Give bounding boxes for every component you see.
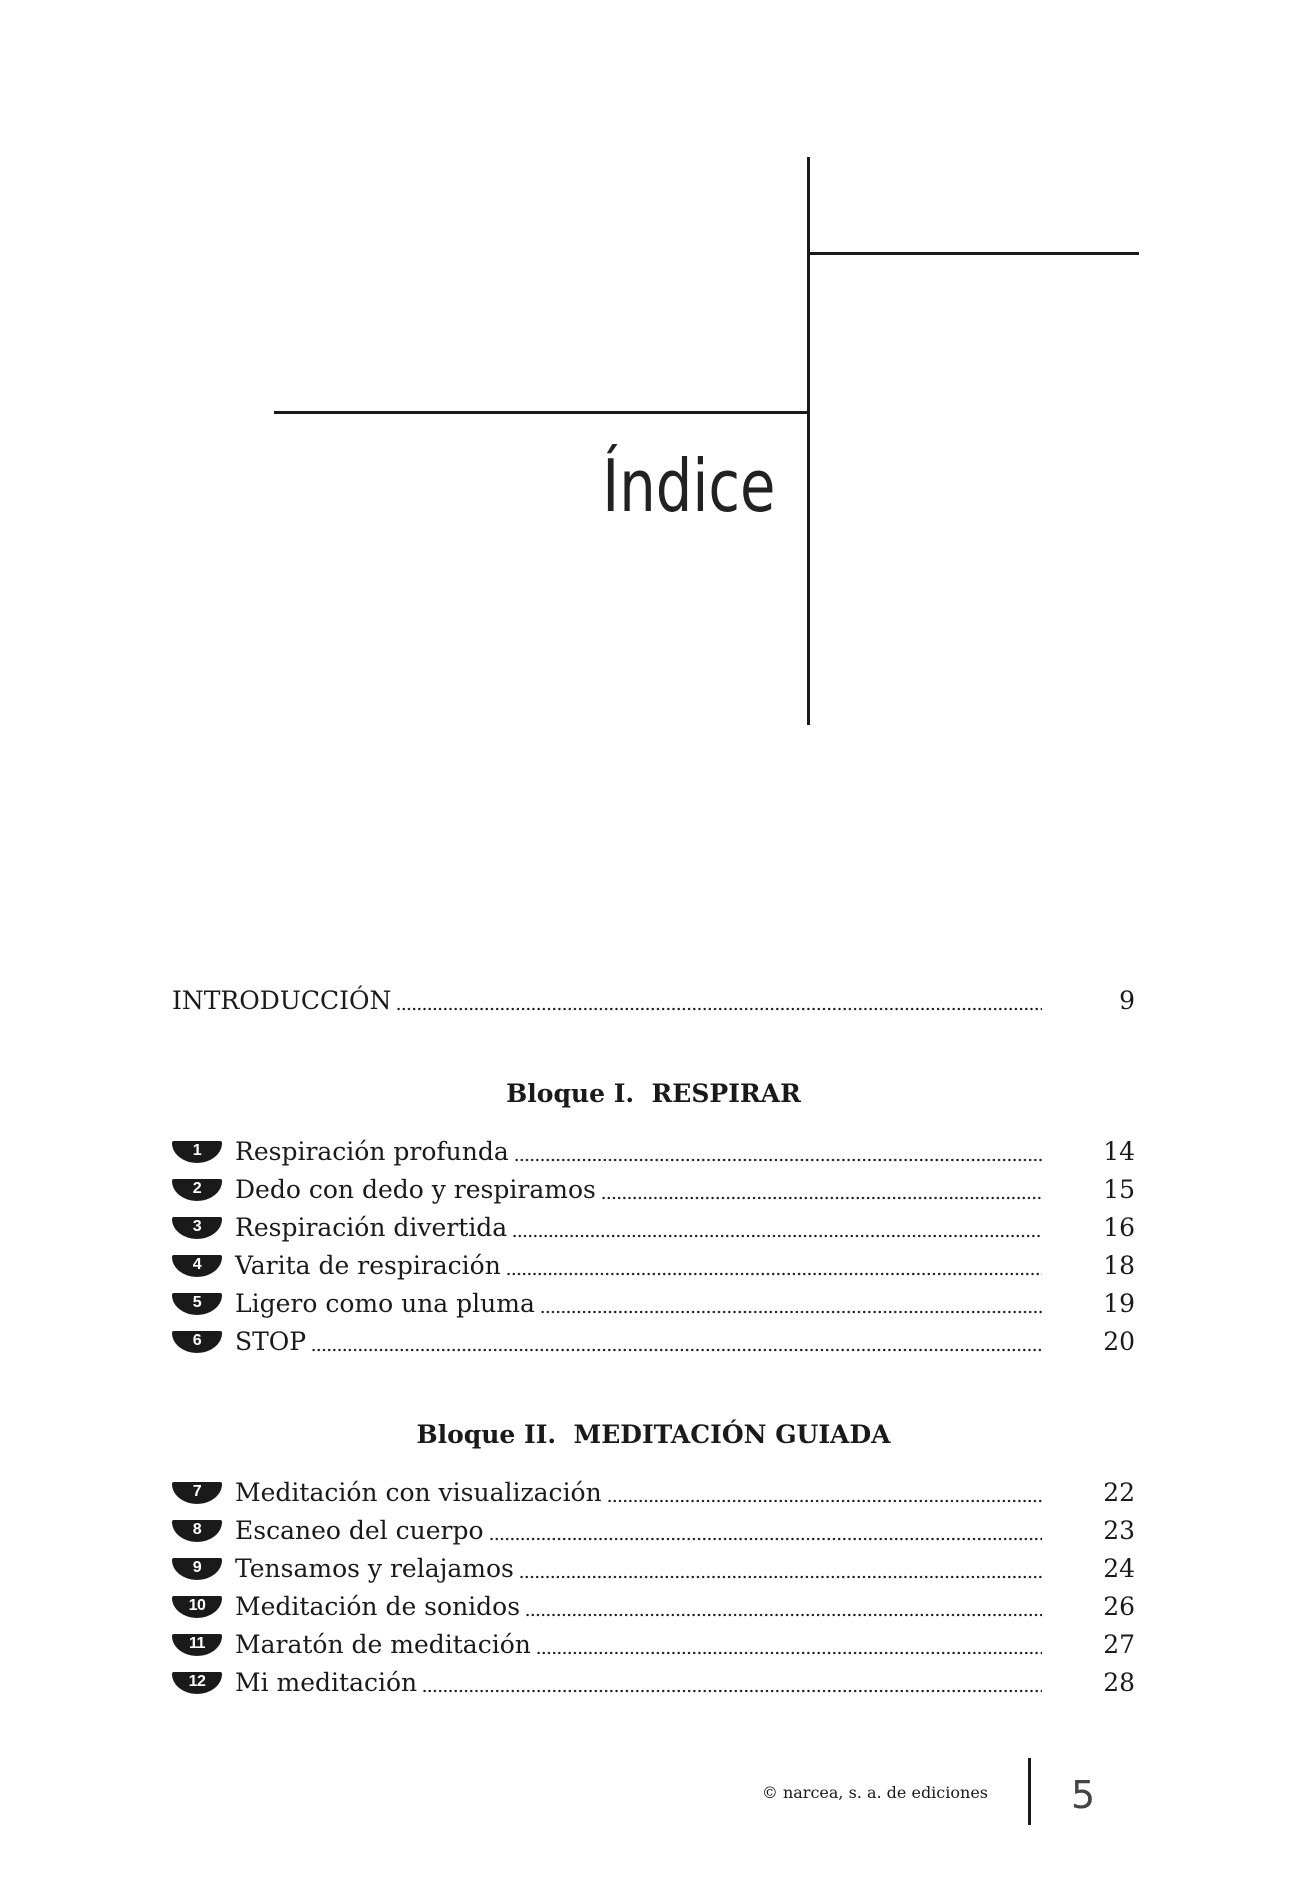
entry-title: Meditación de sonidos xyxy=(235,1592,521,1621)
entry-page-number: 9 xyxy=(1119,986,1135,1015)
entry-number-badge xyxy=(172,1331,222,1353)
entry-title: INTRODUCCIÓN xyxy=(172,986,392,1015)
entry-number: 1 xyxy=(192,1142,202,1159)
entry-page-number: 16 xyxy=(1103,1213,1135,1242)
entry-number: 2 xyxy=(192,1180,202,1197)
entry-title: Tensamos y relajamos xyxy=(235,1554,514,1583)
entry-number: 12 xyxy=(188,1673,206,1690)
entry-page-number: 27 xyxy=(1103,1630,1135,1659)
entry-number: 6 xyxy=(192,1332,202,1349)
dot-leader xyxy=(422,1664,1042,1702)
toc-entry xyxy=(172,1285,1135,1323)
toc-entry xyxy=(172,1209,1135,1247)
entry-number-badge xyxy=(172,1293,222,1315)
toc-entry xyxy=(172,1247,1135,1285)
dot-leader xyxy=(489,1512,1042,1550)
entry-number-badge xyxy=(172,1482,222,1504)
toc-entry xyxy=(172,1664,1135,1702)
dot-leader xyxy=(396,982,1042,1020)
entry-page-number: 26 xyxy=(1103,1592,1135,1621)
section-heading: Bloque II. MEDITACIÓN GUIADA xyxy=(416,1420,891,1449)
entry-page-number: 24 xyxy=(1103,1554,1135,1583)
toc-entry xyxy=(172,1512,1135,1550)
entry-number-badge xyxy=(172,1179,222,1201)
entry-page-number: 23 xyxy=(1103,1516,1135,1545)
dot-leader xyxy=(506,1247,1042,1285)
entry-title: Varita de respiración xyxy=(235,1251,501,1280)
entry-title: STOP xyxy=(235,1327,307,1356)
entry-number: 7 xyxy=(192,1483,202,1500)
section-heading: Bloque I. RESPIRAR xyxy=(506,1079,801,1108)
entry-title: Escaneo del cuerpo xyxy=(235,1516,484,1545)
entry-number: 8 xyxy=(192,1521,202,1538)
dot-leader xyxy=(311,1323,1042,1361)
dot-leader xyxy=(607,1474,1042,1512)
entry-page-number: 28 xyxy=(1103,1668,1135,1697)
entry-number: 9 xyxy=(192,1559,202,1576)
entry-number: 3 xyxy=(192,1218,202,1235)
dot-leader xyxy=(540,1285,1042,1323)
entry-title: Ligero como una pluma xyxy=(235,1289,535,1318)
dot-leader xyxy=(512,1209,1042,1247)
entry-title: Maratón de meditación xyxy=(235,1630,531,1659)
entry-page-number: 14 xyxy=(1103,1137,1135,1166)
dot-leader xyxy=(601,1171,1042,1209)
page-title: Índice xyxy=(601,444,775,528)
entry-number: 5 xyxy=(192,1294,202,1311)
page-number: 5 xyxy=(1071,1773,1096,1817)
decorative-vertical-rule xyxy=(807,157,810,725)
dot-leader xyxy=(519,1550,1042,1588)
entry-title: Dedo con dedo y respiramos xyxy=(235,1175,596,1204)
decorative-top-right-rule xyxy=(807,252,1139,255)
entry-number-badge xyxy=(172,1255,222,1277)
dot-leader xyxy=(514,1133,1042,1171)
toc-entry xyxy=(172,1171,1135,1209)
toc-entry-introduction xyxy=(172,982,1135,1020)
dot-leader xyxy=(536,1626,1042,1664)
dot-leader xyxy=(525,1588,1042,1626)
entry-number-badge xyxy=(172,1141,222,1163)
toc-entry xyxy=(172,1323,1135,1361)
footer-divider xyxy=(1028,1758,1031,1825)
toc-entry xyxy=(172,1588,1135,1626)
entry-number-badge xyxy=(172,1672,222,1694)
toc-entry xyxy=(172,1550,1135,1588)
entry-page-number: 15 xyxy=(1103,1175,1135,1204)
entry-number-badge xyxy=(172,1520,222,1542)
table-of-contents xyxy=(172,982,1135,1702)
entry-title: Mi meditación xyxy=(235,1668,418,1697)
entry-page-number: 20 xyxy=(1103,1327,1135,1356)
entry-number-badge xyxy=(172,1217,222,1239)
toc-entry xyxy=(172,1474,1135,1512)
entry-number-badge xyxy=(172,1634,222,1656)
entry-number-badge xyxy=(172,1596,222,1618)
entry-number: 10 xyxy=(188,1597,206,1614)
entry-title: Respiración profunda xyxy=(235,1137,509,1166)
entry-title: Meditación con visualización xyxy=(235,1478,602,1507)
entry-number-badge xyxy=(172,1558,222,1580)
entry-page-number: 22 xyxy=(1103,1478,1135,1507)
publisher-credit: © narcea, s. a. de ediciones xyxy=(761,1783,988,1802)
decorative-left-rule xyxy=(274,411,810,414)
entry-page-number: 18 xyxy=(1103,1251,1135,1280)
entry-number: 4 xyxy=(192,1256,202,1273)
entry-title: Respiración divertida xyxy=(235,1213,508,1242)
entry-page-number: 19 xyxy=(1103,1289,1135,1318)
toc-entry xyxy=(172,1626,1135,1664)
entry-number: 11 xyxy=(189,1635,205,1652)
toc-entry xyxy=(172,1133,1135,1171)
